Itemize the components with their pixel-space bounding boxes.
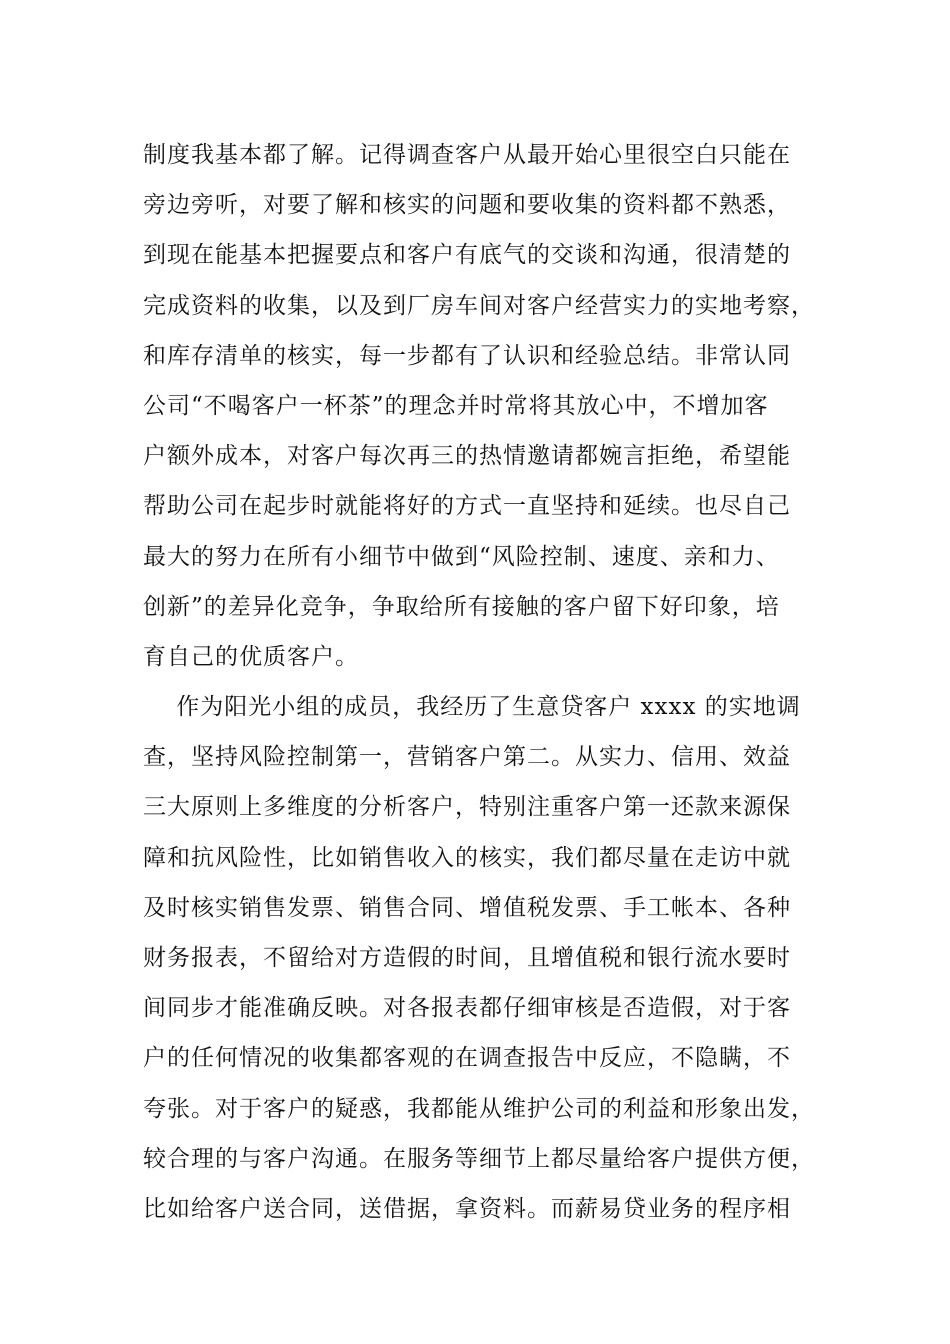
text-line: 制度我基本都了解。记得调查客户从最开始心里很空白只能在 [143,142,791,168]
text-line: 三大原则上多维度的分析客户，特别注重客户第一还款来源保 [143,794,791,821]
text-line: 公司“不喝客户一杯茶”的理念并时常将其放心中，不增加客 [143,392,769,419]
text-line: 旁边旁听，对要了解和核实的问题和要收集的资料都不熟悉， [143,192,791,219]
text-line: 和库存清单的核实，每一步都有了认识和经验总结。非常认同 [143,342,791,369]
text-line: 及时核实销售发票、销售合同、增值税发票、手工帐本、各种 [143,894,791,921]
text-line: 较合理的与客户沟通。在服务等细节上都尽量给客户提供方便， [143,1145,815,1172]
text-line: 户额外成本，对客户每次再三的热情邀请都婉言拒绝，希望能 [143,443,791,470]
paragraph-2 [143,682,823,1234]
text-line: 作为阳光小组的成员，我经历了生意贷客户 xxxx 的实地调 [143,694,801,721]
document-body [143,130,823,1234]
text-line: 育自己的优质客户。 [143,643,359,670]
text-line: 障和抗风险性，比如销售收入的核实，我们都尽量在走访中就 [143,844,791,871]
text-line: 财务报表，不留给对方造假的时间，且增值税和银行流水要时 [143,945,791,971]
text-line: 查，坚持风险控制第一，营销客户第二。从实力、信用、效益 [143,744,791,771]
text-line: 夸张。对于客户的疑惑，我都能从维护公司的利益和形象出发， [143,1095,815,1122]
text-line: 帮助公司在起步时就能将好的方式一直坚持和延续。也尽自己 [143,493,791,520]
text-line: 比如给客户送合同，送借据，拿资料。而薪易贷业务的程序相 [143,1195,791,1222]
text-line: 到现在能基本把握要点和客户有底气的交谈和沟通，很清楚的 [143,242,791,269]
text-line: 完成资料的收集，以及到厂房车间对客户经营实力的实地考察， [143,292,815,319]
text-line: 创新”的差异化竞争，争取给所有接触的客户留下好印象，培 [143,593,780,620]
text-line: 间同步才能准确反映。对各报表都仔细审核是否造假，对于客 [143,995,791,1022]
text-line: 户的任何情况的收集都客观的在调查报告中反应，不隐瞒，不 [143,1045,791,1072]
text-line: 最大的努力在所有小细节中做到“风险控制、速度、亲和力、 [143,543,780,570]
paragraph-1 [143,130,823,682]
